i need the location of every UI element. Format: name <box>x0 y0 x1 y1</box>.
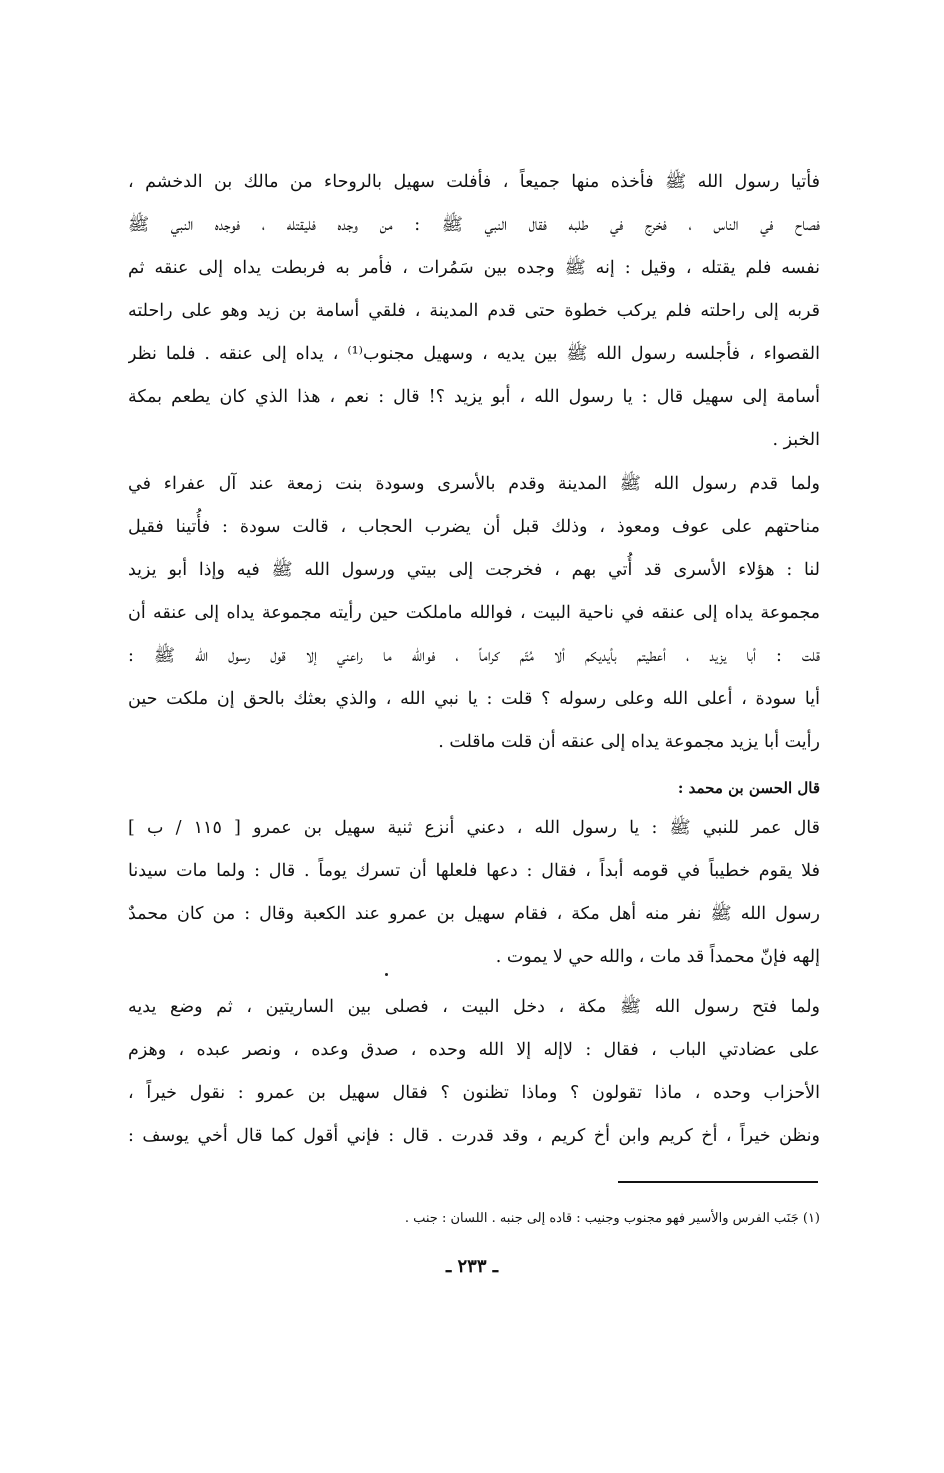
footnote-separator <box>618 1181 818 1183</box>
text-line: إلهه فإنّ محمداً قد مات ، والله حي لا يموت . <box>495 947 820 967</box>
text-line: رسول الله ﷺ نفر منه أهل مكة ، فقام سهيل بن عمرو عند الكعبة وقال : من كان محمدٌ <box>128 904 820 924</box>
text-line: الأحزاب وحده ، ماذا تقولون ؟ وماذا تظنون ؟ فقال سهيل بن عمرو : نقول خيراً ، <box>128 1083 820 1103</box>
text-line: قال عمر للنبي ﷺ : يا رسول الله ، دعني أنزع ثنية سهيل بن عمرو [ ١١٥ / ب ] <box>128 818 820 838</box>
text-line: أيا سودة ، أعلى الله وعلى رسوله ؟ قلت : يا نبي الله ، والذي بعثك بالحق إن ملكت حين <box>128 689 820 709</box>
text-line: القصواء ، فأجلسه رسول الله ﷺ بين يديه ، وسهيل مجنوب⁽¹⁾ ، يداه إلى عنقه . فلما نظر <box>128 344 820 364</box>
text-line: أسامة إلى سهيل قال : يا رسول الله ، أبو يزيد ؟! قال : نعم ، هذا الذي كان يطعم بمكة <box>128 387 820 407</box>
paragraph-1 <box>128 161 820 462</box>
text-line: على عضادتي الباب ، فقال : لاإله إلا الله وحده ، صدق وعده ، ونصر عبده ، وهزم <box>128 1040 820 1060</box>
paragraph-3 <box>128 807 820 979</box>
text-line: ولما فتح رسول الله ﷺ مكة ، دخل البيت ، فصلى بين الساريتين ، ثم وضع يديه <box>128 997 820 1017</box>
text-line: فأتيا رسول الله ﷺ فأخذه منها جميعاً ، فأفلت سهيل بالروحاء من مالك بن الدخشم ، <box>128 172 820 192</box>
text-line: ولما قدم رسول الله ﷺ المدينة وقدم بالأسرى وسودة بنت زمعة عند آل عفراء في <box>128 474 820 494</box>
text-line: نفسه فلم يقتله ، وقيل : إنه ﷺ وجده بين سَمُرات ، فأمر به فربطت يداه إلى عنقه ثم <box>128 258 820 278</box>
text-line: ونظن خيراً ، أخ كريم وابن أخ كريم ، وقد قدرت . قال : فإني أقول كما قال أخي يوسف : <box>128 1126 820 1146</box>
text-line: فلا يقوم خطيباً في قومه أبداً ، فقال : دعها فلعلها أن تسرك يوماً . قال : ولما مات سيدنا <box>128 861 820 881</box>
paragraph-4 <box>128 986 820 1158</box>
text-line: مناحتهم على عوف ومعوذ ، وذلك قبل أن يضرب الحجاب ، قالت سودة : فأُتينا فقيل <box>128 517 820 537</box>
text-line: لنا : هؤلاء الأسرى قد أُتي بهم ، فخرجت إلى بيتي ورسول الله ﷺ فيه وإذا أبو يزيد <box>128 560 820 580</box>
text-line: قربه إلى راحلته فلم يركب خطوة حتى قدم المدينة ، فلقي أسامة بن زيد وهو على راحلته <box>128 301 820 321</box>
footnote: (١) جَنَب الفرس والأسير فهو مجنوب وجنيب : قاده إلى جنبه . اللسان : جنب . <box>404 1211 820 1226</box>
text-line: رأيت أبا يزيد مجموعة يداه إلى عنقه أن قلت ماقلت . <box>438 732 820 752</box>
section-heading: قال الحسن بن محمد : <box>677 779 820 797</box>
speck-mark <box>385 973 388 976</box>
text-line: فصاح في الناس ، فخرج في طلبه فقال النبي ﷺ : من وجده فليقتله ، فوجده النبي ﷺ <box>128 215 820 235</box>
text-line: الخبز . <box>772 430 820 450</box>
text-line: قلت : أبا يزيد ، أعطيتم بأيديكم ألا مُتّم كراماً ، فوالله ما راعني إلا قول رسول الله ﷺ : <box>128 646 820 666</box>
text-line: مجموعة يداه إلى عنقه في ناحية البيت ، فوالله ماملكت حين رأيته مجموعة يداه إلى عنقه أن <box>128 603 820 623</box>
paragraph-2 <box>128 463 820 764</box>
page-number: ـ ٢٣٣ ـ <box>445 1256 499 1277</box>
